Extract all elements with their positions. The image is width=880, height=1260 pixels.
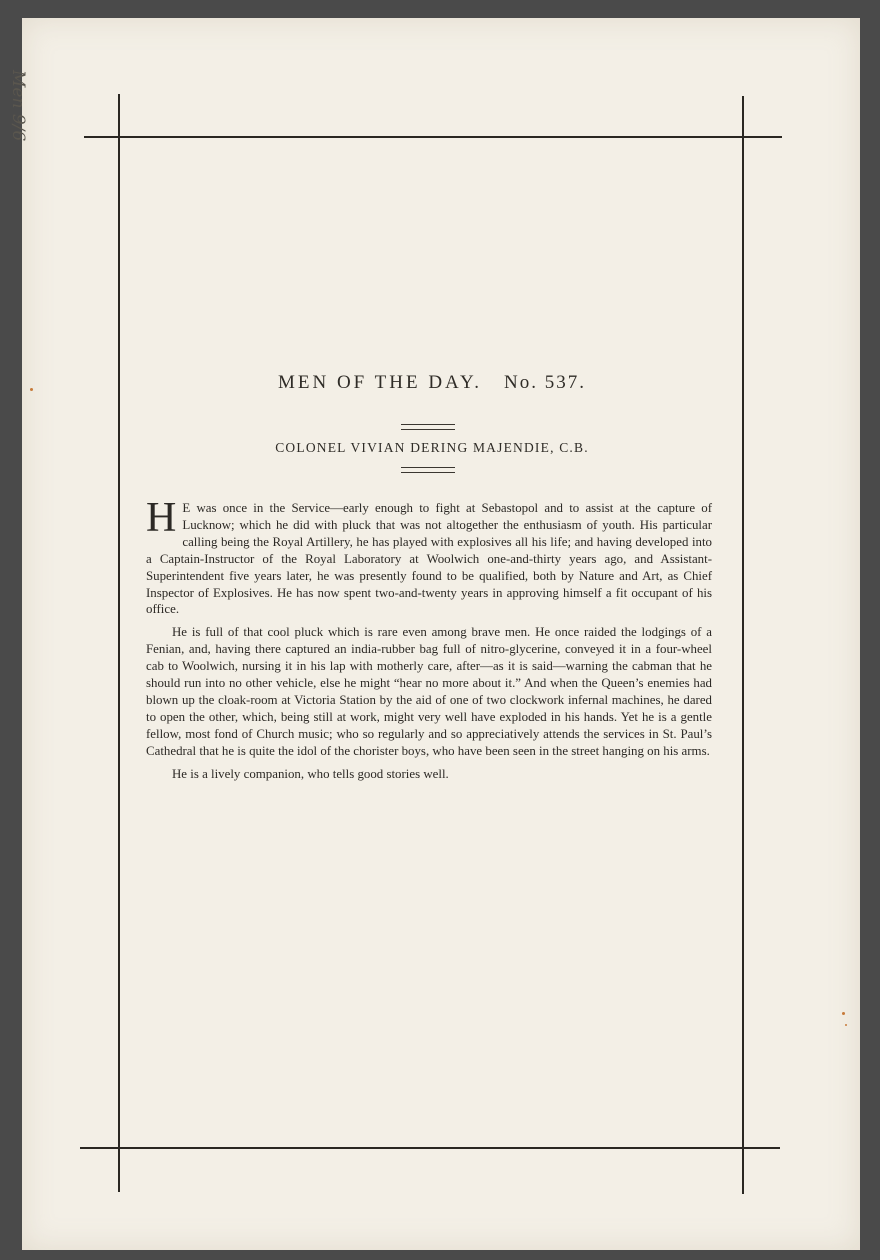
page-title [120,372,744,394]
subject-name: COLONEL VIVIAN DERING MAJENDIE, C.B. [275,440,589,455]
paper-speck [30,388,33,391]
left-rule [118,94,120,1192]
issue-number: No. 537. [504,372,587,393]
paper-speck [842,1012,845,1015]
right-rule [742,96,744,1194]
paper-speck [845,1024,847,1026]
bottom-rule [80,1147,780,1149]
top-rule [84,136,782,138]
title-divider [401,424,455,430]
handwritten-annotation: Men 9/6 [8,70,28,142]
subtitle-divider [401,467,455,473]
series-title: MEN OF THE DAY. [277,372,483,393]
drop-cap: H [146,495,177,541]
paragraph-1 [146,495,712,618]
paragraph-1-text: E was once in the Service—early enough to fight at Sebastopol and to assist at the capture of Lucknow; which he did with pluck that was not altogether the enthusiasm of youth. His particular calling being the Royal Artillery, he has played with explosives all his life; and having developed into a Captain-Instructor of the Royal Laboratory at Woolwich one-and-thirty years ago, and Assistant-Superintendent five years later, he was presently found to be qualified, both by Nature and Art, as Chief Inspector of Explosives. He has now spent two-and-twenty years in approving himself a fit occupant of his office. [146,501,712,617]
paragraph-3: He is a lively companion, who tells good stories well. [172,766,449,781]
paragraph-2: He is full of that cool pluck which is rare even among brave men. He once raided the lodgings of a Fenian, and, having there captured an india-rubber bag full of nitro-glycerine, conveyed it in a four-wheel cab to Woolwich, nursing it in his lap with motherly care, after—as it is said—warning the cabman that he should run into no other vehicle, else he might “hear no more about it.” And when the Queen’s enemies had blown up the cloak-room at Victoria Station by the aid of one of two clockwork infernal machines, he dared to open the other, which, being still at work, might very well have exploded in his hands. Yet he is a gentle fellow, most fond of Church music; who so regularly and so appreciatively attends the services in St. Paul’s Cathedral that he is quite the idol of the chorister boys, who have been seen in the street hanging on his arms. [146,625,712,758]
article-body [146,495,712,789]
